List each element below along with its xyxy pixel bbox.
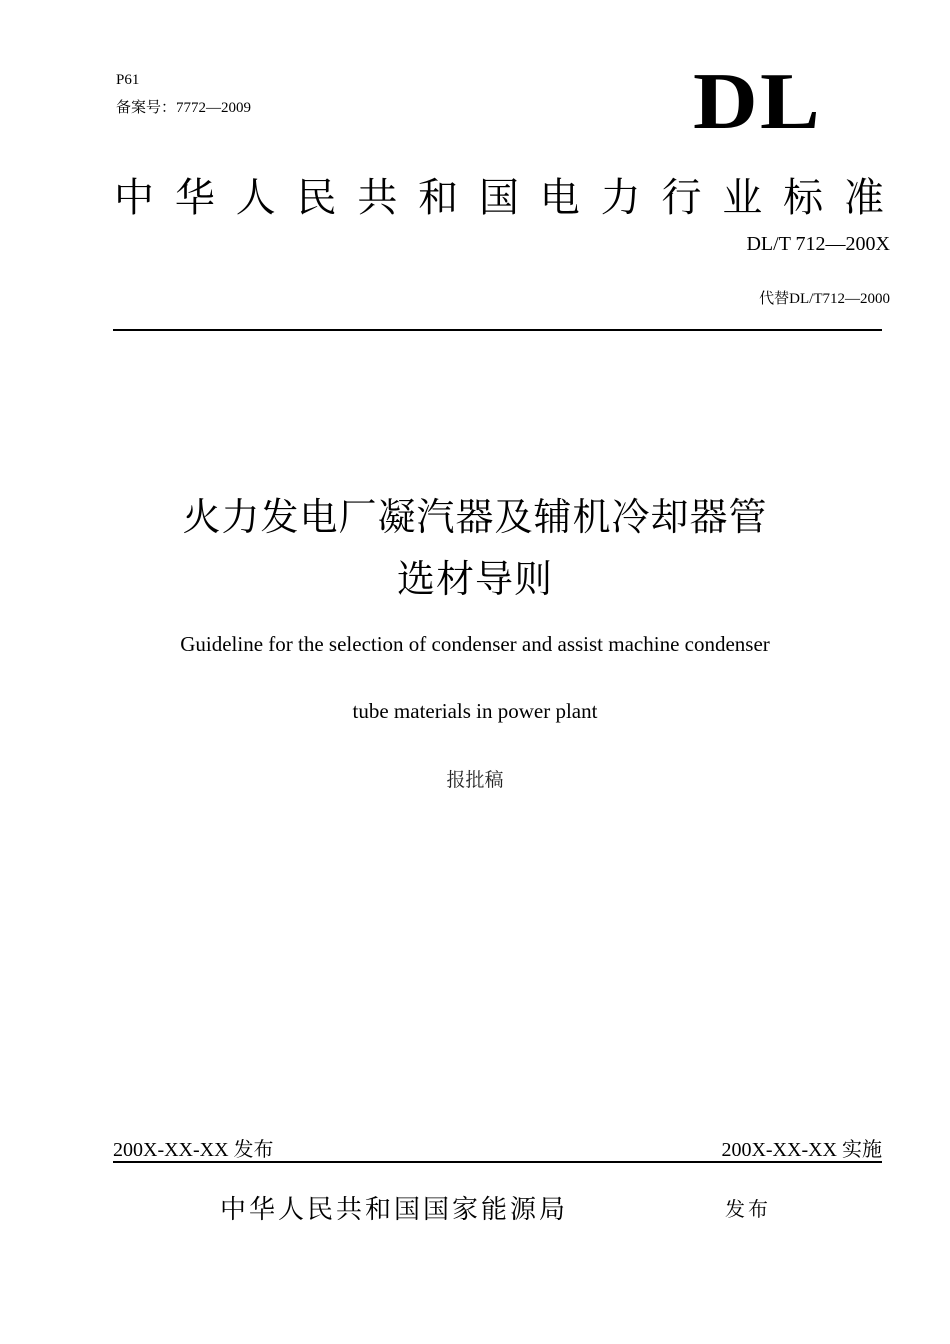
title-char: 和 xyxy=(418,175,459,221)
issue-date: 200X-XX-XX 发布 xyxy=(113,1139,274,1161)
header-divider xyxy=(113,329,882,331)
document-title-en-line2: tube materials in power plant xyxy=(352,699,598,723)
standard-number: DL/T 712—200X xyxy=(746,233,890,255)
title-char: 标 xyxy=(783,175,824,221)
classification-code: P61 xyxy=(116,72,140,88)
title-char: 民 xyxy=(296,175,337,221)
document-title-cn-line2: 选材导则 xyxy=(396,557,553,601)
title-char: 国 xyxy=(478,175,519,221)
footer-divider xyxy=(113,1161,882,1163)
document-title-en-line1: Guideline for the selection of condenser and assist machine condenser xyxy=(180,632,770,656)
title-char: 业 xyxy=(722,175,763,221)
dl-logo: DL xyxy=(693,58,822,146)
document-title-cn-line1: 火力发电厂凝汽器及辅机冷却器管 xyxy=(182,495,768,539)
publish-label: 发布 xyxy=(725,1197,771,1221)
title-char: 共 xyxy=(357,175,398,221)
publisher-name: 中华人民共和国国家能源局 xyxy=(220,1195,569,1225)
implementation-date: 200X-XX-XX 实施 xyxy=(721,1139,882,1161)
title-char: 行 xyxy=(661,175,702,221)
title-char: 华 xyxy=(174,175,215,221)
filing-number: 备案号：7772—2009 xyxy=(116,100,252,116)
title-char: 中 xyxy=(114,175,154,221)
draft-stage-label: 报批稿 xyxy=(446,769,504,791)
title-char: 力 xyxy=(600,175,641,221)
title-char: 人 xyxy=(235,175,276,221)
standard-category-title xyxy=(114,176,884,220)
replaces-standard: 代替DL/T712—2000 xyxy=(759,291,890,307)
title-char: 准 xyxy=(843,175,884,221)
title-char: 电 xyxy=(539,175,580,221)
